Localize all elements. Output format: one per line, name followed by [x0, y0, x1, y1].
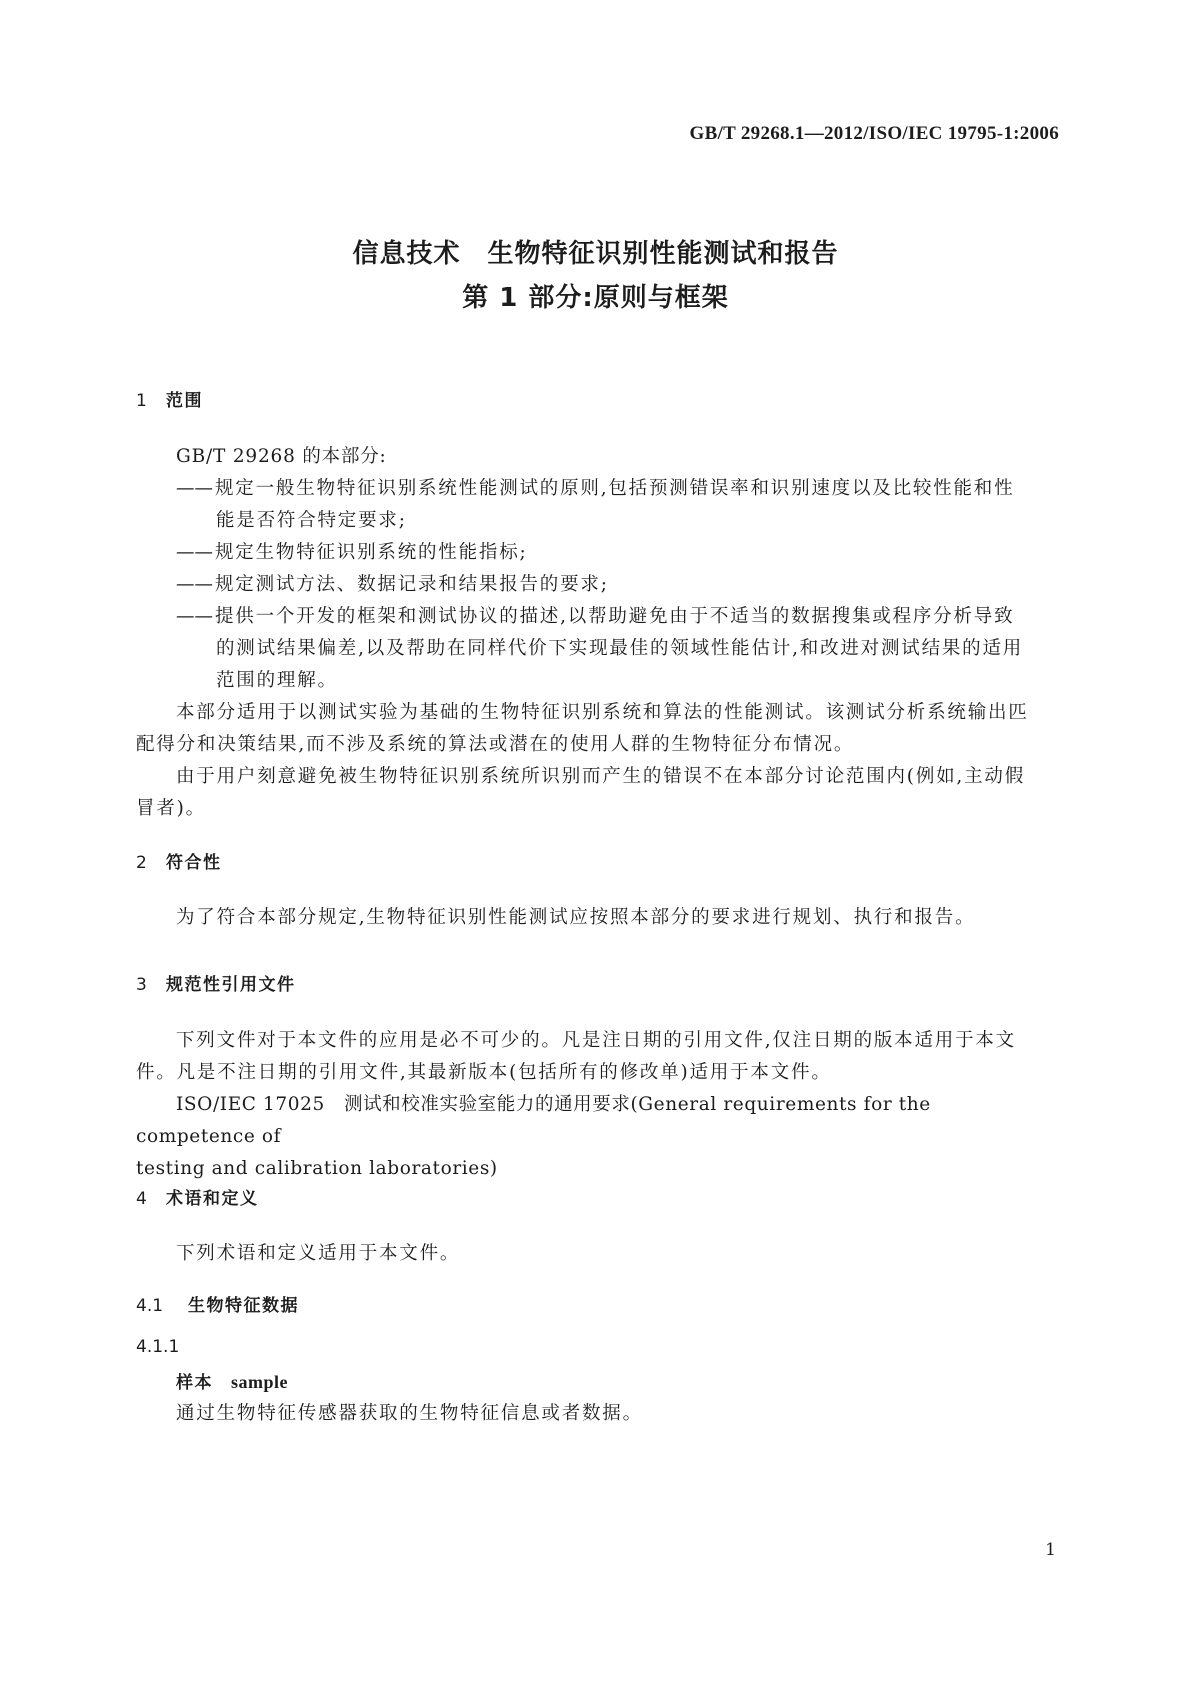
section-title: 范围: [166, 391, 203, 411]
scope-item: [136, 537, 1056, 569]
section-2-heading: [136, 848, 222, 873]
section-title: 术语和定义: [166, 1189, 259, 1209]
dash-mark: ——: [176, 574, 213, 595]
scope-item: [136, 601, 1056, 633]
scope-item: [136, 569, 1056, 601]
section-number: 4: [136, 1189, 147, 1209]
scope-item-text: 规定生物特征识别系统的性能指标;: [215, 542, 528, 563]
scope-paragraph-line: 本部分适用于以测试实验为基础的生物特征识别系统和算法的性能测试。该测试分析系统输出匹: [176, 702, 1029, 723]
section-3-body: [136, 1025, 1056, 1185]
term-definition-block: [136, 1398, 1056, 1430]
section-number: 3: [136, 975, 147, 995]
document-title-line-1: 信息技术 生物特征识别性能测试和报告: [352, 239, 839, 269]
term-chinese: 样本: [176, 1373, 213, 1393]
scope-item: [136, 473, 1056, 505]
subsection-4-1-heading: [136, 1291, 299, 1316]
standard-code: GB/T 29268.1—2012/ISO/IEC 19795-1:2006: [689, 123, 1059, 144]
section-number: 2: [136, 853, 147, 873]
document-title-line-2: 第 1 部分:原则与框架: [462, 283, 729, 313]
scope-paragraph-line: 配得分和决策结果,而不涉及系统的算法或潜在的使用人群的生物特征分布情况。: [136, 734, 855, 755]
page-number: 1: [1045, 1540, 1056, 1560]
subsection-number: 4.1: [136, 1296, 164, 1316]
section-4-heading: [136, 1184, 259, 1209]
scope-item-continuation: 能是否符合特定要求;: [216, 510, 407, 531]
scope-intro: GB/T 29268 的本部分:: [176, 446, 387, 467]
conformance-text: 为了符合本部分规定,生物特征识别性能测试应按照本部分的要求进行规划、执行和报告。: [176, 907, 976, 928]
scope-paragraph-line: 由于用户刻意避免被生物特征识别系统所识别而产生的错误不在本部分讨论范围内(例如,主动假: [176, 766, 1026, 787]
section-3-heading: [136, 970, 296, 995]
scope-item-text: 规定测试方法、数据记录和结果报告的要求;: [215, 574, 609, 595]
dash-mark: ——: [176, 542, 213, 563]
entry-4-1-1-number: [136, 1337, 179, 1357]
entry-number: 4.1.1: [136, 1337, 180, 1357]
section-1-heading: [136, 386, 203, 411]
scope-item-text: 规定一般生物特征识别系统性能测试的原则,包括预测错误率和识别速度以及比较性能和性: [215, 478, 1015, 499]
normative-reference-line: ISO/IEC 17025 测试和校准实验室能力的通用要求(General requirements for the competence of: [136, 1094, 931, 1147]
section-number: 1: [136, 391, 147, 411]
scope-item-continuation: 的测试结果偏差,以及帮助在同样代价下实现最佳的领域性能估计,和改进对测试结果的适用: [216, 638, 1024, 659]
normative-paragraph-line: 下列文件对于本文件的应用是必不可少的。凡是注日期的引用文件,仅注日期的版本适用于本文: [176, 1030, 1016, 1051]
normative-reference-line: testing and calibration laboratories): [136, 1158, 498, 1179]
section-2-body: [136, 902, 1056, 934]
term-entry: [176, 1368, 288, 1393]
term-definition: 通过生物特征传感器获取的生物特征信息或者数据。: [176, 1403, 643, 1424]
normative-paragraph-line: 件。凡是不注日期的引用文件,其最新版本(包括所有的修改单)适用于本文件。: [136, 1062, 832, 1083]
section-1-body: [136, 441, 1056, 825]
scope-paragraph-line: 冒者)。: [136, 798, 206, 819]
scope-item-text: 提供一个开发的框架和测试协议的描述,以帮助避免由于不适当的数据搜集或程序分析导致: [215, 606, 1015, 627]
dash-mark: ——: [176, 478, 213, 499]
scope-item-continuation: 范围的理解。: [216, 670, 338, 691]
section-4-body: [136, 1238, 1056, 1270]
section-title: 符合性: [166, 853, 222, 873]
dash-mark: ——: [176, 606, 213, 627]
subsection-title: 生物特征数据: [188, 1296, 299, 1316]
term-english: sample: [231, 1372, 288, 1392]
terms-intro: 下列术语和定义适用于本文件。: [176, 1243, 461, 1264]
section-title: 规范性引用文件: [166, 975, 296, 995]
